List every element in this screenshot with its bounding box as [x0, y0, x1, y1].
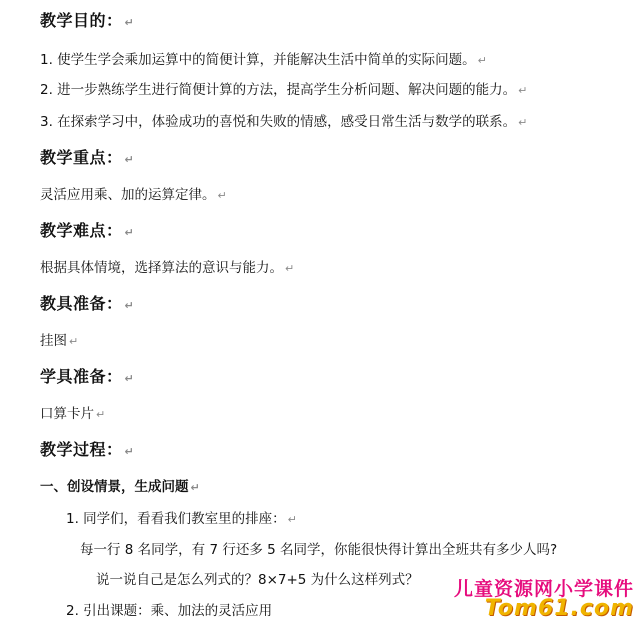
student-aids-text: 口算卡片 ↵	[40, 406, 106, 422]
process-step1: 1. 同学们，看看我们教室里的排座： ↵	[66, 511, 297, 527]
teaching-aids-text: 挂图 ↵	[40, 333, 79, 349]
return-mark-icon: ↵	[96, 408, 106, 421]
difficulties-text: 根据具体情境，选择算法的意识与能力。 ↵	[40, 260, 295, 276]
watermark-logo	[438, 574, 638, 622]
return-mark-icon: ↵	[285, 262, 295, 275]
return-mark-icon: ↵	[518, 84, 528, 97]
return-mark-icon: ↵	[217, 189, 227, 202]
return-mark-icon: ↵	[518, 116, 528, 129]
process-step2: 2. 引出课题：乘、加法的灵活应用	[66, 603, 273, 619]
return-mark-icon: ↵	[287, 513, 297, 526]
objective-item-2: 2. 进一步熟练学生进行简便计算的方法，提高学生分析问题、解决问题的能力。 ↵	[40, 82, 528, 98]
watermark-text-en: Tom61.com	[484, 596, 634, 621]
process-step1-question: 每一行 8 名同学，有 7 行还多 5 名同学，你能很快得计算出全班共有多少人吗?	[80, 542, 558, 558]
return-mark-icon: ↵	[124, 445, 135, 458]
process-part1-title: 一、创设情景，生成问题 ↵	[40, 479, 200, 495]
return-mark-icon: ↵	[190, 481, 200, 494]
objective-item-1: 1. 使学生学会乘加运算中的简便计算，并能解决生活中简单的实际问题。 ↵	[40, 52, 487, 68]
heading-teaching-aids: 教具准备： ↵	[40, 294, 135, 313]
heading-student-aids: 学具准备： ↵	[40, 367, 135, 386]
heading-process: 教学过程： ↵	[40, 440, 135, 459]
heading-key-points: 教学重点： ↵	[40, 148, 135, 167]
watermark-text-cn: 儿童资源网小学课件	[453, 578, 634, 600]
return-mark-icon: ↵	[124, 153, 135, 166]
return-mark-icon: ↵	[124, 16, 135, 29]
return-mark-icon: ↵	[124, 226, 135, 239]
return-mark-icon: ↵	[124, 299, 135, 312]
return-mark-icon: ↵	[69, 335, 79, 348]
heading-difficulties: 教学难点： ↵	[40, 221, 135, 240]
return-mark-icon: ↵	[124, 372, 135, 385]
objective-item-3: 3. 在探索学习中，体验成功的喜悦和失败的情感，感受日常生活与数学的联系。 ↵	[40, 114, 528, 130]
return-mark-icon: ↵	[477, 54, 487, 67]
key-points-text: 灵活应用乘、加的运算定律。 ↵	[40, 187, 227, 203]
heading-objectives: 教学目的： ↵	[40, 11, 135, 30]
process-step1-question2: 说一说自己是怎么列式的？8×7+5 为什么这样列式？	[96, 572, 419, 588]
